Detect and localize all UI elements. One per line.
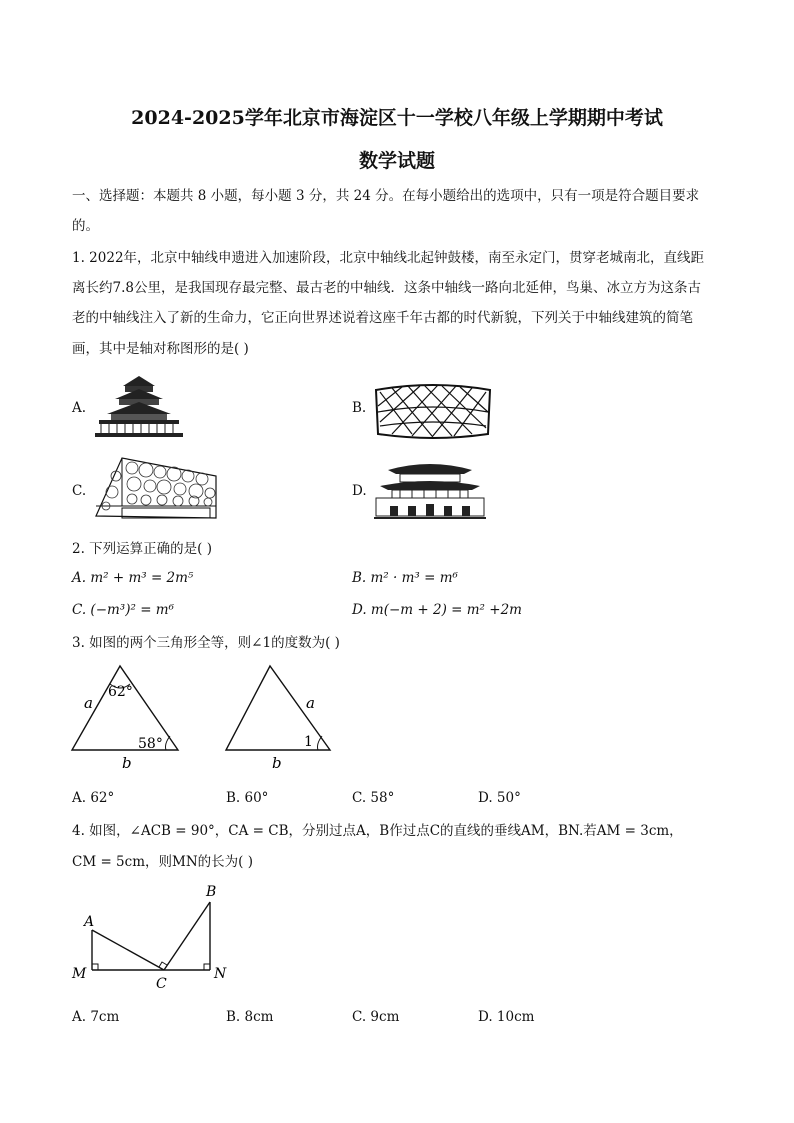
q4-option-b: B. 8cm [226, 1009, 274, 1025]
q1-option-d-label: D. [352, 483, 367, 499]
angle-1-label: 1 [304, 734, 313, 750]
page-subtitle: 数学试题 [358, 150, 435, 172]
q1-option-c-label: C. [72, 483, 87, 499]
q2-stem: 2. 下列运算正确的是( ) [72, 541, 212, 557]
q1-option-b-label: B. [352, 400, 367, 416]
section-intro-line2: 的。 [72, 218, 99, 234]
point-n-label: N [214, 966, 227, 982]
right-angle-n [204, 964, 210, 970]
q4-option-a: A. 7cm [72, 1009, 120, 1025]
q2-option-d: D. m(−m + 2) = m² +2m [352, 602, 522, 618]
right-side-a-label: a [306, 694, 315, 712]
right-angle-m [92, 964, 98, 970]
point-b-label: B [206, 884, 217, 900]
angle-58-label: 58° [138, 736, 163, 752]
q4-stem-line1: 4. 如图，∠ACB = 90°，CA = CB，分别过点A，B作过点C的直线的垂线AM，BN.若AM = 3cm， [72, 823, 683, 839]
q3-stem: 3. 如图的两个三角形全等，则∠1的度数为( ) [72, 635, 340, 651]
q1-stem-line3: 老的中轴线注入了新的生命力，它正向世界述说着这座千年古都的时代新貌，下列关于中轴线建筑的简笔 [72, 310, 693, 326]
q1-stem-line1: 1. 2022年，北京中轴线申遗进入加速阶段，北京中轴线北起钟鼓楼，南至永定门，贯穿老城南北，直线距 [72, 250, 705, 266]
point-a-label: A [84, 914, 95, 930]
right-side-b-label: b [272, 754, 282, 772]
q3-option-d: D. 50° [478, 790, 521, 806]
q2-option-b: B. m² · m³ = m⁶ [352, 570, 458, 586]
q1-stem-line2: 离长约7.8公里，是我国现存最完整、最古老的中轴线．这条中轴线一路向北延伸，鸟巢、冰立方为这条古 [72, 280, 701, 296]
q2-option-a: A. m² + m³ = 2m⁵ [72, 570, 194, 586]
q4-option-c: C. 9cm [352, 1009, 400, 1025]
q4-geometry-figure [66, 880, 236, 992]
q4-stem-line2: CM = 5cm，则MN的长为( ) [72, 854, 253, 870]
q1-stem-line4: 画，其中是轴对称图形的是( ) [72, 341, 249, 357]
temple-of-heaven-image [95, 374, 183, 438]
birds-nest-image [372, 382, 494, 442]
left-side-b-label: b [122, 754, 132, 772]
segment-ac [92, 930, 164, 970]
section-intro-line1: 一、选择题：本题共 8 小题，每小题 3 分，共 24 分。在每小题给出的选项中，只有一项是符合题目要求 [72, 188, 700, 204]
point-c-label: C [156, 976, 167, 992]
q3-option-c: C. 58° [352, 790, 395, 806]
page-title: 2024-2025学年北京市海淀区十一学校八年级上学期期中考试 [131, 107, 663, 129]
left-side-a-label: a [84, 694, 93, 712]
water-cube-image [92, 456, 218, 522]
tiananmen-image [374, 456, 486, 522]
angle-62-label: 62° [108, 684, 133, 700]
q4-option-d: D. 10cm [478, 1009, 535, 1025]
q3-option-a: A. 62° [72, 790, 115, 806]
q3-option-b: B. 60° [226, 790, 269, 806]
q1-option-a-label: A. [72, 400, 87, 416]
q2-option-c: C. (−m³)² = m⁶ [72, 602, 175, 618]
q3-triangles-figure [66, 662, 356, 774]
segment-cb [164, 902, 210, 970]
point-m-label: M [72, 966, 87, 982]
